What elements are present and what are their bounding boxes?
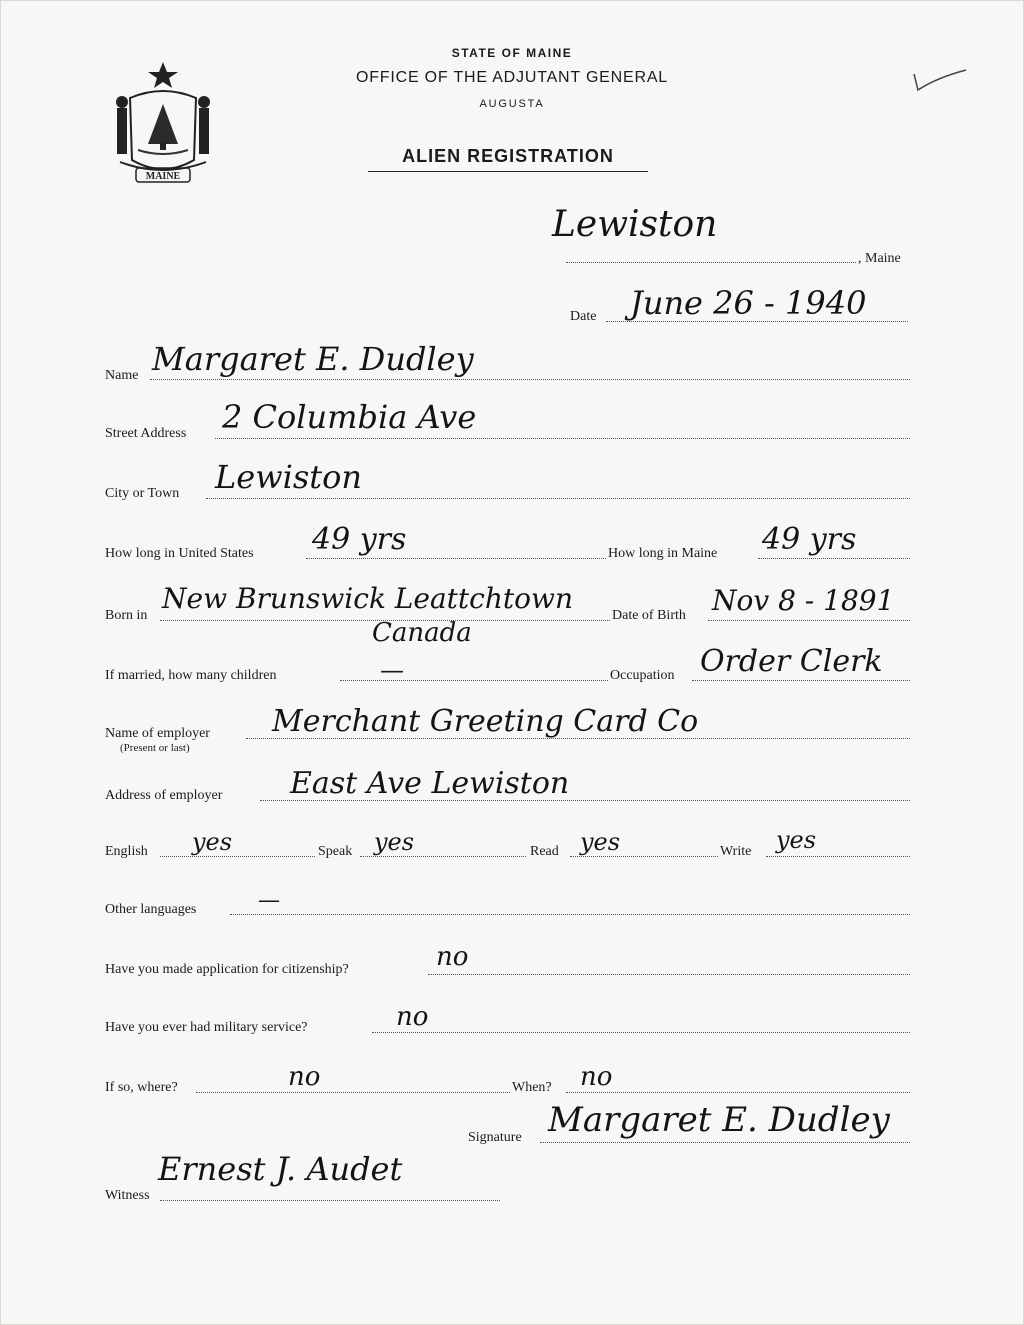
- name-value: Margaret E. Dudley: [152, 340, 474, 378]
- signature-value: Margaret E. Dudley: [548, 1100, 890, 1140]
- occupation-label: Occupation: [610, 668, 675, 683]
- other-languages-value: —: [258, 888, 280, 913]
- signature-line: [540, 1142, 910, 1143]
- witness-line: [160, 1200, 500, 1201]
- maine-time-value: 49 yrs: [762, 522, 857, 557]
- speak-label: Speak: [318, 844, 353, 859]
- check-mark-icon: [912, 68, 968, 98]
- employer-sublabel: (Present or last): [120, 742, 190, 754]
- city-label: City or Town: [105, 486, 180, 501]
- street-value: 2 Columbia Ave: [222, 398, 477, 436]
- children-label: If married, how many children: [105, 668, 277, 683]
- military-line: [372, 1032, 910, 1033]
- name-line: [150, 379, 910, 380]
- dob-value: Nov 8 - 1891: [712, 584, 895, 617]
- witness-value: Ernest J. Audet: [158, 1150, 403, 1188]
- dob-label: Date of Birth: [612, 608, 686, 623]
- english-value: yes: [192, 828, 233, 856]
- seal-text: MAINE: [145, 171, 181, 182]
- state-of-maine-seal-icon: [108, 58, 218, 190]
- header-office: OFFICE OF THE ADJUTANT GENERAL: [355, 69, 669, 86]
- citizenship-line: [428, 974, 910, 975]
- english-line: [160, 856, 315, 857]
- where-value: no: [288, 1062, 321, 1092]
- other-languages-line: [230, 914, 910, 915]
- born-value: New Brunswick Leattchtown: [162, 582, 573, 615]
- employer-address-label: Address of employer: [105, 788, 223, 803]
- location-line: [566, 262, 856, 263]
- read-line: [570, 856, 718, 857]
- maine-time-label: How long in Maine: [608, 546, 718, 561]
- citizenship-value: no: [436, 942, 469, 972]
- witness-label: Witness: [105, 1188, 150, 1203]
- employer-value: Merchant Greeting Card Co: [272, 704, 699, 739]
- us-time-line: [306, 558, 606, 559]
- english-label: English: [105, 844, 148, 859]
- other-languages-label: Other languages: [105, 902, 197, 917]
- when-value: no: [580, 1062, 613, 1092]
- write-label: Write: [720, 844, 752, 859]
- occupation-value: Order Clerk: [700, 644, 883, 679]
- when-line: [566, 1092, 910, 1093]
- form-title: ALIEN REGISTRATION: [368, 146, 648, 172]
- name-label: Name: [105, 368, 139, 383]
- when-label: When?: [512, 1080, 552, 1095]
- speak-value: yes: [374, 828, 415, 856]
- us-time-value: 49 yrs: [312, 522, 407, 557]
- read-label: Read: [530, 844, 559, 859]
- write-line: [766, 856, 910, 857]
- signature-label: Signature: [468, 1130, 522, 1145]
- employer-label: Name of employer: [105, 726, 210, 741]
- us-time-label: How long in United States: [105, 546, 254, 561]
- where-line: [196, 1092, 510, 1093]
- born-value-country: Canada: [372, 618, 472, 648]
- citizenship-label: Have you made application for citizenship?: [105, 962, 349, 977]
- header-city: AUGUSTA: [479, 98, 545, 110]
- children-value: —: [380, 656, 404, 684]
- speak-line: [360, 856, 526, 857]
- military-value: no: [396, 1002, 429, 1032]
- header-state: STATE OF MAINE: [451, 46, 573, 60]
- location-suffix: , Maine: [858, 251, 901, 266]
- where-label: If so, where?: [105, 1080, 178, 1095]
- street-line: [215, 438, 910, 439]
- employer-address-value: East Ave Lewiston: [290, 766, 570, 801]
- date-value: June 26 - 1940: [630, 284, 867, 322]
- dob-line: [708, 620, 910, 621]
- occupation-line: [692, 680, 910, 681]
- street-label: Street Address: [105, 426, 187, 441]
- city-value: Lewiston: [215, 458, 362, 496]
- military-label: Have you ever had military service?: [105, 1020, 308, 1035]
- read-value: yes: [580, 828, 621, 856]
- date-label: Date: [570, 309, 597, 324]
- city-line: [206, 498, 910, 499]
- write-value: yes: [776, 826, 817, 854]
- maine-time-line: [758, 558, 910, 559]
- location-value: Lewiston: [552, 204, 718, 245]
- born-label: Born in: [105, 608, 148, 623]
